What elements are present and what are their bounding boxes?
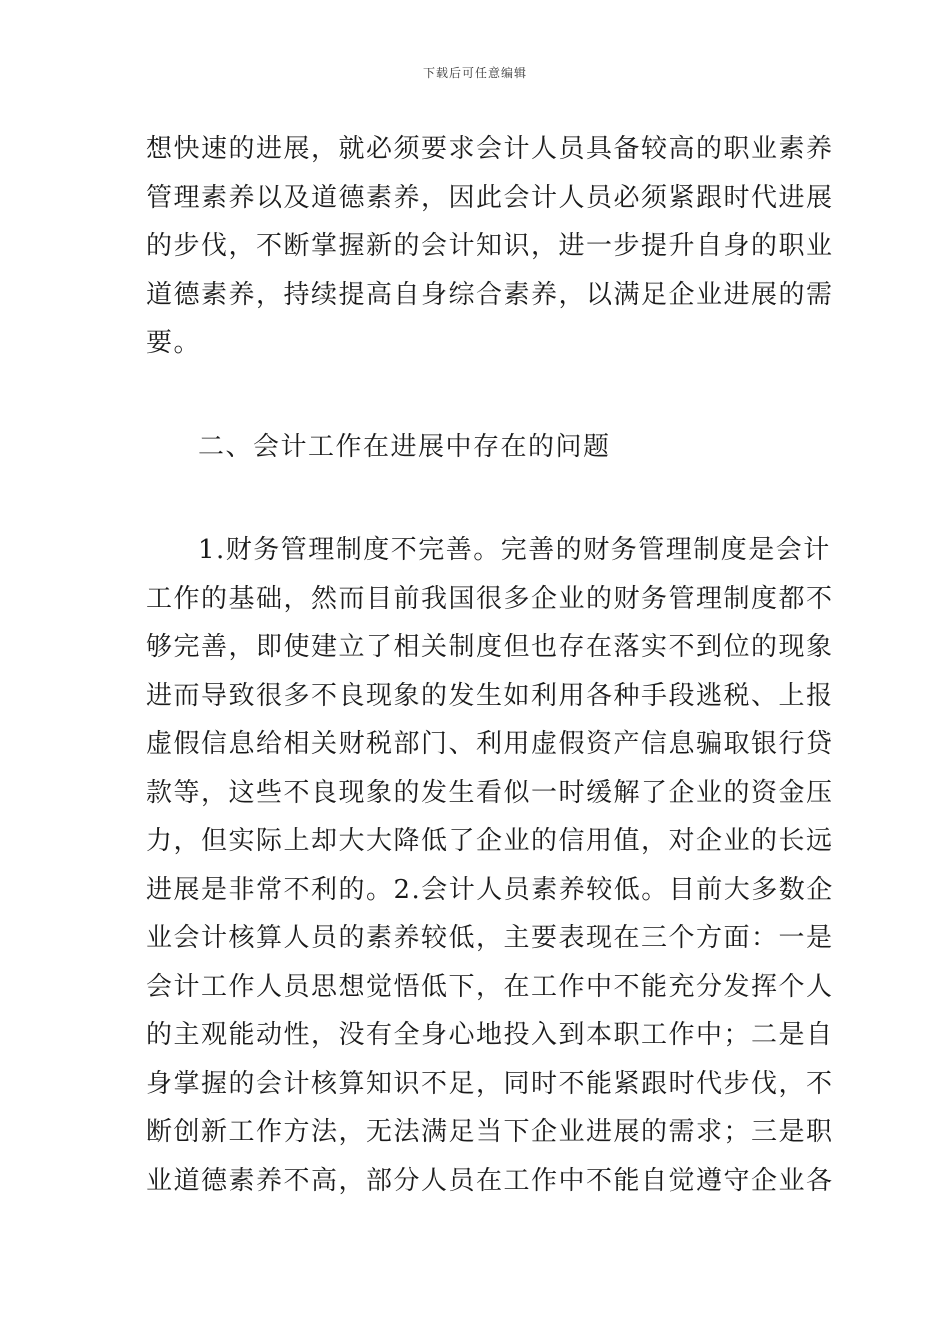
text-line: 1.财务管理制度不完善。完善的财务管理制度是会计 <box>198 535 831 565</box>
text-line: 断创新工作方法，无法满足当下企业进展的需求；三是职 <box>146 1117 834 1147</box>
text-line: 身掌握的会计核算知识不足，同时不能紧跟时代步伐，不 <box>146 1068 834 1099</box>
text-line: 力，但实际上却大大降低了企业的信用值，对企业的长远 <box>146 826 834 856</box>
text-line: 的主观能动性，没有全身心地投入到本职工作中；二是自 <box>146 1020 834 1050</box>
text-line: 进展是非常不利的。2.会计人员素养较低。目前大多数企 <box>146 874 834 905</box>
text-line: 的步伐，不断掌握新的会计知识，进一步提升自身的职业 <box>146 231 834 261</box>
paragraph-continuation <box>146 125 834 368</box>
text-line: 虚假信息给相关财税部门、利用虚假资产信息骗取银行贷 <box>146 729 834 759</box>
text-line: 进而导致很多不良现象的发生如利用各种手段逃税、上报 <box>146 680 834 711</box>
text-line: 道德素养，持续提高自身综合素养，以满足企业进展的需 <box>146 279 834 310</box>
text-line: 工作的基础，然而目前我国很多企业的财务管理制度都不 <box>146 583 834 614</box>
page-header: 下载后可任意编辑 <box>422 66 527 80</box>
text-line: 业会计核算人员的素养较低，主要表现在三个方面：一是 <box>146 923 834 953</box>
section-heading-text: 二、会计工作在进展中存在的问题 <box>198 432 611 462</box>
text-line: 想快速的进展，就必须要求会计人员具备较高的职业素养 <box>146 134 834 164</box>
text-line: 会计工作人员思想觉悟低下，在工作中不能充分发挥个人 <box>146 971 834 1002</box>
text-line: 业道德素养不高，部分人员在工作中不能自觉遵守企业各 <box>146 1165 834 1196</box>
paragraph-problems <box>146 526 834 1205</box>
text-line: 管理素养以及道德素养，因此会计人员必须紧跟时代进展 <box>146 182 834 213</box>
text-line: 要。 <box>146 328 202 358</box>
section-heading <box>146 423 808 472</box>
text-line: 够完善，即使建立了相关制度但也存在落实不到位的现象 <box>146 632 834 662</box>
text-line: 款等，这些不良现象的发生看似一时缓解了企业的资金压 <box>146 777 834 808</box>
